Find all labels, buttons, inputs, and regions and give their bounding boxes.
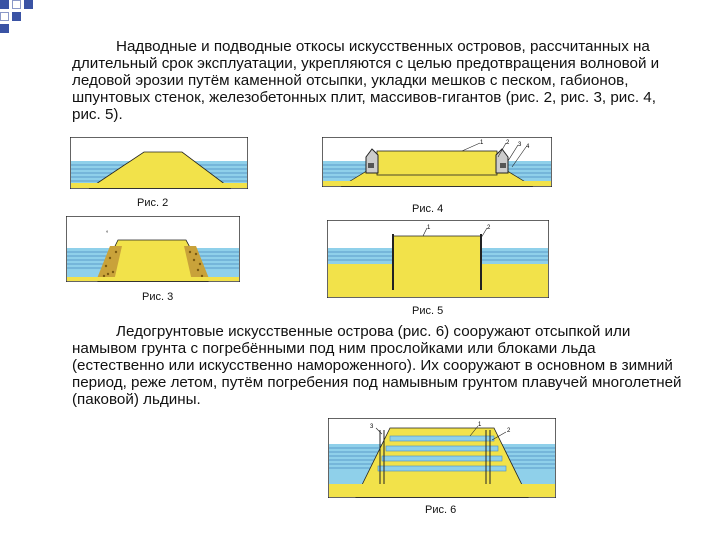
paragraph-ice-islands: Ледогрунтовые искусственные острова (рис. 6) сооружают отсыпкой или намывом грунта с погребёнными под ним прослойками или блоками льда (естественно или искусственно намороженного). Их сооружают в основном в зимний период, реже летом, путём погребения под намывным грунтом плавучей многолетней (паковой) льдины. [72,323,682,408]
svg-text:°: ° [106,231,109,237]
figure-2-diagram [70,137,248,189]
figure-6-diagram [328,418,556,498]
figure-6-label-2: 2 [507,428,511,434]
figure-5-label-1: 1 [427,225,431,231]
figure-4-label-4: 4 [526,144,530,150]
figure-6-label-1: 1 [478,422,482,428]
figure-2-caption: Рис. 2 [137,197,169,209]
figure-3-caption: Рис. 3 [142,291,174,303]
corner-decoration [0,0,60,40]
figure-4-diagram [322,137,552,187]
figure-5-diagram [327,220,549,298]
figure-5-caption: Рис. 5 [412,305,444,317]
figure-4-label-3: 3 [518,142,522,148]
figure-4-label-1: 1 [480,140,484,146]
figure-3-diagram [66,216,240,282]
figure-5-label-2: 2 [487,225,491,231]
paragraph-slope-protection: Надводные и подводные откосы искусственных островов, рассчитанных на длительный срок эксплуатации, укрепляются с целью предотвращения волновой и ледовой эрозии путём каменной отсыпки, укладки мешков с песком, габионов, шпунтовых стенок, железобетонных плит, массивов-гигантов (рис. 2, рис. 3, рис. 4, рис. 5). [72,38,660,123]
figure-6-caption: Рис. 6 [425,504,457,516]
figure-4-caption: Рис. 4 [412,203,444,215]
figure-4-label-2: 2 [506,140,510,146]
figure-6-label-3: 3 [370,424,374,430]
